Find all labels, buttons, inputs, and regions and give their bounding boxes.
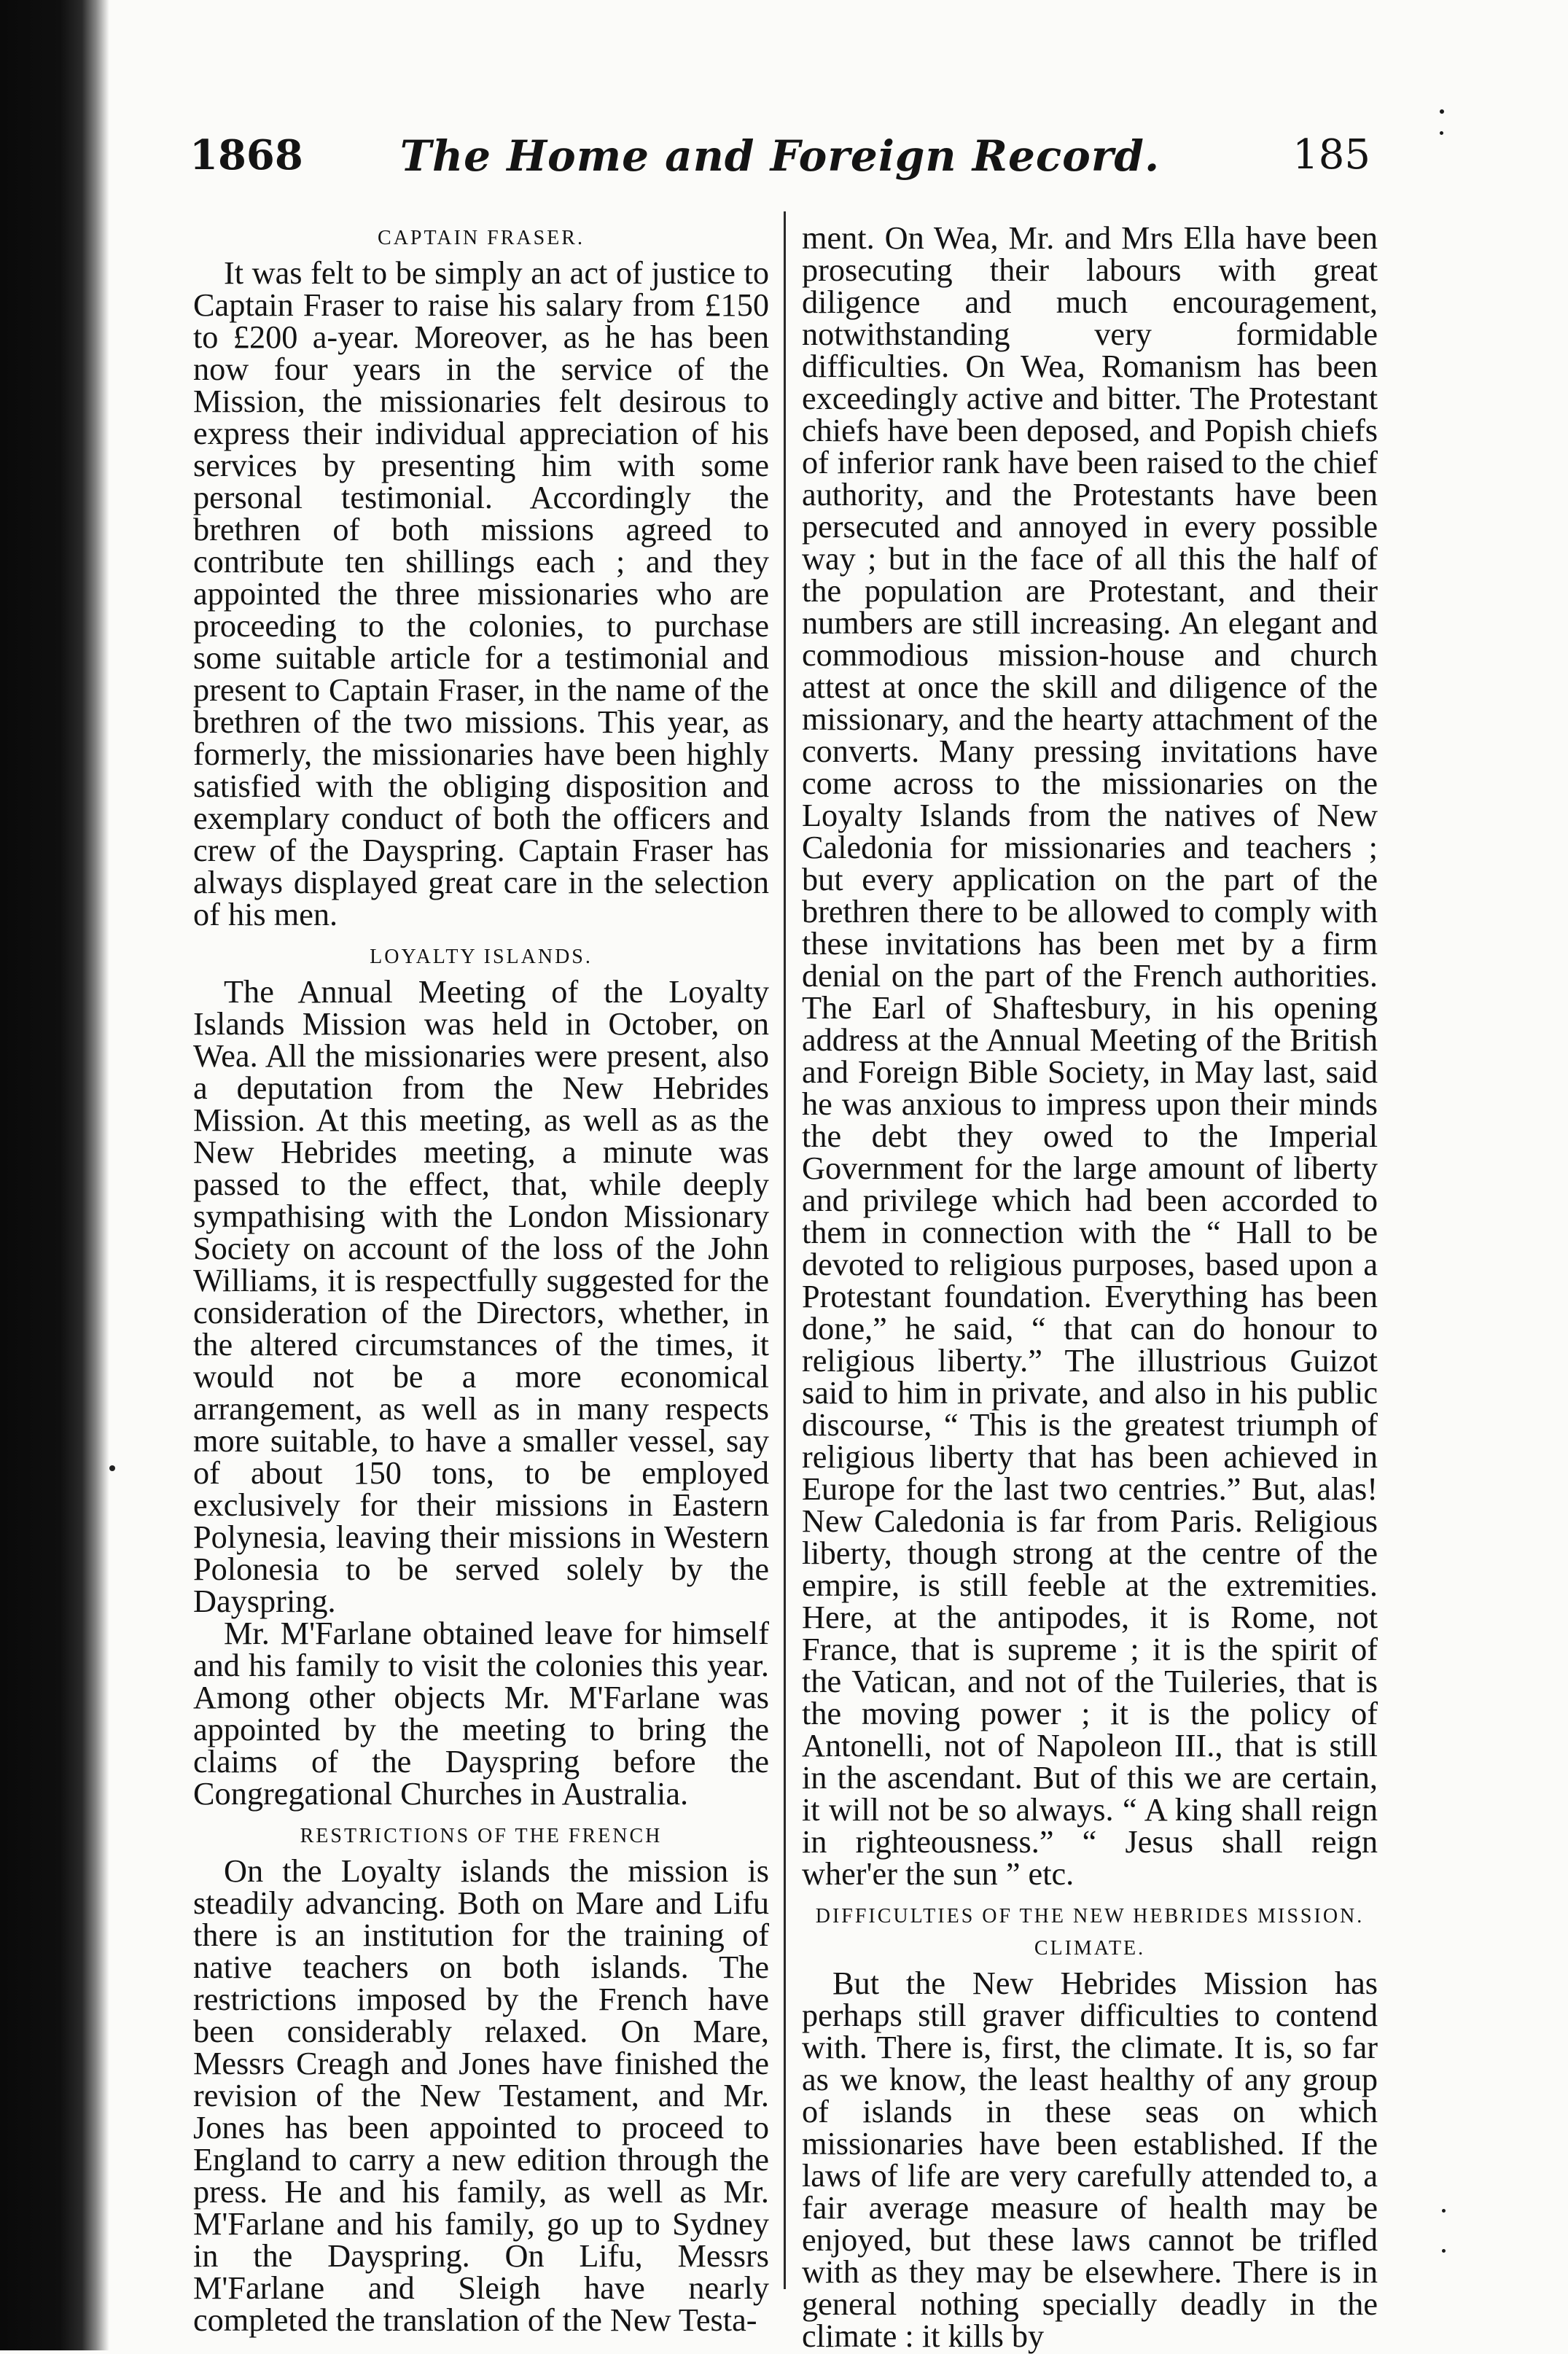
section-heading-difficulties: DIFFICULTIES OF THE NEW HEBRIDES MISSION. CLIMATE. <box>815 1905 1365 1960</box>
right-column <box>802 220 1378 2354</box>
header-year: 1868 <box>190 131 303 179</box>
margin-speck <box>1442 2209 1446 2213</box>
paragraph-continuation: ment. On Wea, Mr. and Mrs Ella have been prosecuting their labours with great diligence and much encouragement, notwithstanding very formidable difficulties. On Wea, Romanism has been exceedingly active and bitter. The Protestant chiefs have been deposed, and Popish chiefs of inferior rank have been raised to the chief authority, and the Protestants have been persecuted and annoyed in every possible way ; but in the face of all this the half of the population are Protestant, and their numbers are still increasing. An elegant and commodious mission-house and church attest at once the skill and diligence of the missionary, and the hearty attachment of the converts. Many pressing invitations have come across to the missionaries on the Loyalty Islands from the natives of New Caledonia for missionaries and teachers ; but every application on the part of the brethren there to be allowed to comply with these invitations has been met by a firm denial on the part of the French authorities. The Earl of Shaftesbury, in his opening address at the Annual Meeting of the British and Foreign Bible Society, in May last, said he was anxious to impress upon their minds the debt they owed to the Imperial Government for the large amount of liberty and privilege which had been accorded to them in connection with the “ Hall to be devoted to religious purposes, based upon a Protestant foundation. Everything has been done,” he said, “ that can do honour to religious liberty.” The illustrious Guizot said to him in private, and also in his public discourse, “ This is the greatest triumph of religious liberty that has been achieved in Europe for the last two centries.” But, alas! New Caledonia is far from Paris. Religious liberty, though strong at the centre of the empire, is still feeble at the extremities. Here, at the antipodes, it is Rome, not France, that is supreme ; it is the spirit of the Vatican, and not of the Tuileries, that is the moving power ; it is the policy of Antonelli, not of Napoleon III., that is still in the ascendant. But of this we are certain, it will not be so always. “ A king shall reign in righteousness.” “ Jesus shall reign wher'er the sun ” etc. <box>802 220 1378 1892</box>
column-divider <box>784 211 786 2289</box>
section-heading-captain-fraser: CAPTAIN FRASER. <box>378 227 585 249</box>
paragraph-restrictions: On the Loyalty islands the mission is steadily advancing. Both on Mare and Lifu there is an institution for the training of native teachers on both islands. The restrictions imposed by the French have been considerably relaxed. On Mare, Messrs Creagh and Jones have finished the revision of the New Testament, and Mr. Jones has been appointed to proceed to England to carry a new edition through the press. He and his family, as well as Mr. M'Farlane and his family, go up to Sydney in the Dayspring. On Lifu, Messrs M'Farlane and Sleigh have nearly completed the translation of the New Testa- <box>193 1853 769 2338</box>
section-heading-loyalty-islands: LOYALTY ISLANDS. <box>370 946 593 968</box>
margin-speck <box>1440 109 1444 114</box>
journal-title: The Home and Foreign Record. <box>399 131 1161 181</box>
paragraph-difficulties: But the New Hebrides Mission has perhaps still graver difficulties to contend with. There is, first, the climate. It is, so far as we know, the least healthy of any group of islands in these seas on which missionaries have been established. If the laws of life are very carefully attended to, a fair average measure of health may be enjoyed, but these laws cannot be trifled with as they may be elsewhere. There is in general nothing specially deadly in the climate : it kills by <box>802 1965 1378 2354</box>
running-header <box>190 131 1370 190</box>
section-heading-restrictions: RESTRICTIONS OF THE FRENCH <box>300 1825 663 1847</box>
spine-speck <box>109 1465 115 1471</box>
page-number: 185 <box>1292 131 1370 179</box>
margin-speck <box>1442 2249 1446 2253</box>
paragraph-loyalty-islands-1: The Annual Meeting of the Loyalty Islands Mission was held in October, on Wea. All the missionaries were present, also a deputation from the New Hebrides Mission. At this meeting, as well as as the New Hebrides meeting, a minute was passed to the effect, that, while deeply sympathising with the London Missionary Society on account of the loss of the John Williams, it is respectfully suggested for the consideration of the Directors, whether, in the altered circumstances of the times, it would not be a more economical arrangement, as well as in many respects more suitable, to have a smaller vessel, say of about 150 tons, to be employed exclusively for their missions in Eastern Polynesia, leaving their missions in Western Polonesia to be served solely by the Dayspring. <box>193 974 769 1619</box>
left-column <box>193 222 769 2338</box>
paragraph-captain-fraser: It was felt to be simply an act of justice to Captain Fraser to raise his salary from £150 to £200 a-year. Moreover, as he has been now four years in the service of the Mission, the missionaries felt desirous to express their individual appreciation of his services by presenting him with some personal testimonial. Accordingly the brethren of both missions agreed to contribute ten shillings each ; and they appointed the three missionaries who are proceeding to the colonies, to purchase some suitable article for a testimonial and present to Captain Fraser, in the name of the brethren of the two missions. This year, as formerly, the missionaries have been highly satisfied with the obliging disposition and exemplary conduct of both the officers and crew of the Dayspring. Captain Fraser has always displayed great care in the selection of his men. <box>193 255 769 932</box>
margin-speck <box>1440 131 1443 135</box>
paragraph-loyalty-islands-2: Mr. M'Farlane obtained leave for himself and his family to visit the colonies this year. Among other objects Mr. M'Farlane was appointed by the meeting to bring the claims of the Dayspring before the Congregational Churches in Australia. <box>193 1616 769 1812</box>
book-spine-shadow <box>0 0 109 2350</box>
